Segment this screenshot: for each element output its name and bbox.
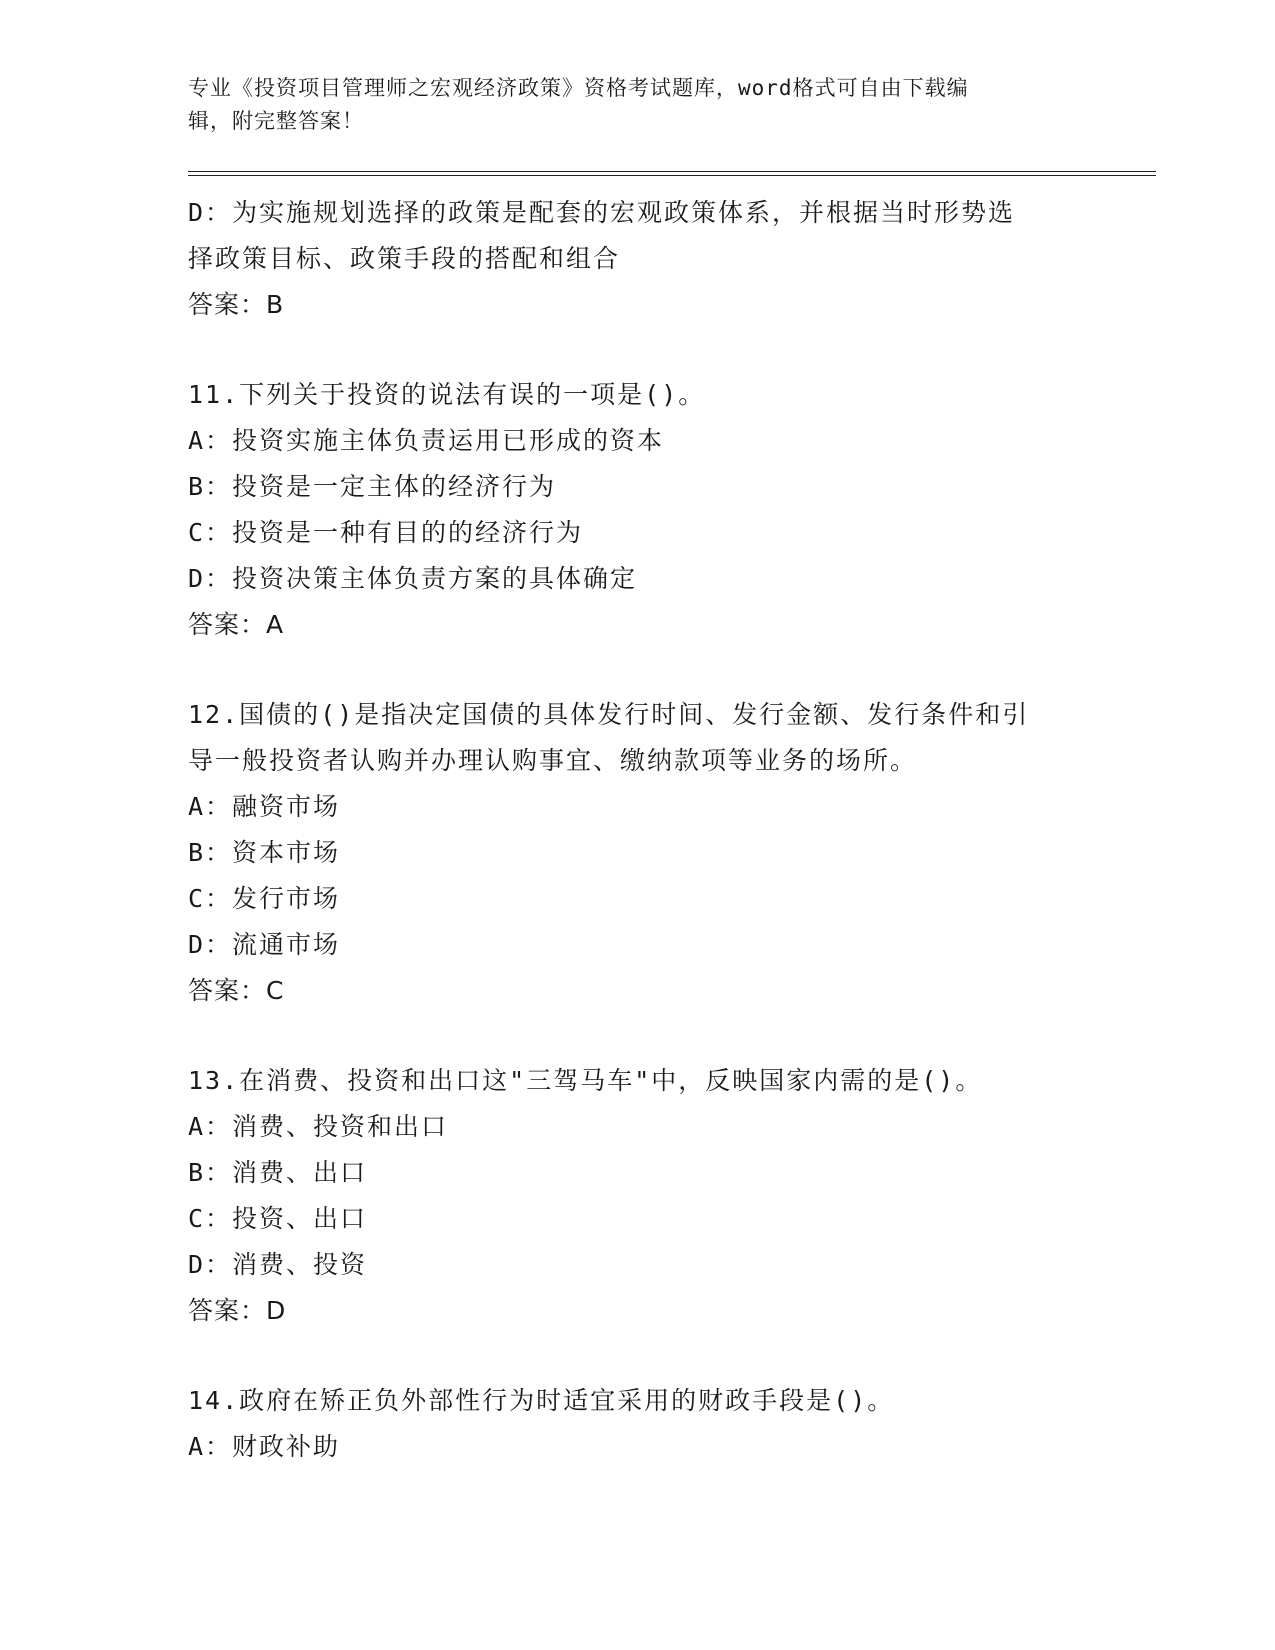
answer-value: B xyxy=(266,290,285,319)
option-c: C：投资是一种有目的的经济行为 xyxy=(188,518,584,547)
question-block-10 xyxy=(188,190,1088,328)
answer-value: D xyxy=(266,1296,287,1325)
option-a: A：消费、投资和出口 xyxy=(188,1112,449,1141)
answer-value: C xyxy=(266,976,285,1005)
option-d-line-2: 择政策目标、政策手段的搭配和组合 xyxy=(188,244,621,273)
header-line-2: 辑，附完整答案！ xyxy=(188,109,364,133)
option-d: D：流通市场 xyxy=(188,930,341,959)
option-d-line-1: D：为实施规划选择的政策是配套的宏观政策体系，并根据当时形势选 xyxy=(188,198,1016,227)
question-stem: 11.下列关于投资的说法有误的一项是()。 xyxy=(188,380,706,409)
question-block-12 xyxy=(188,692,1088,1014)
spacer xyxy=(188,1334,1088,1378)
option-d: D：投资决策主体负责方案的具体确定 xyxy=(188,564,638,593)
option-a: A：投资实施主体负责运用已形成的资本 xyxy=(188,426,665,455)
option-b: B：投资是一定主体的经济行为 xyxy=(188,472,557,501)
question-list xyxy=(188,190,1088,1470)
header-rule-top xyxy=(188,171,1156,172)
question-stem: 14.政府在矫正负外部性行为时适宜采用的财政手段是()。 xyxy=(188,1386,895,1415)
option-b: B：资本市场 xyxy=(188,838,341,867)
answer-label: 答案： xyxy=(188,976,267,1005)
answer-line xyxy=(188,282,1088,328)
answer-label: 答案： xyxy=(188,290,267,319)
spacer xyxy=(188,648,1088,692)
document-header xyxy=(188,72,1068,138)
option-b: B：消费、出口 xyxy=(188,1158,368,1187)
option-d: D：消费、投资 xyxy=(188,1250,368,1279)
option-c: C：投资、出口 xyxy=(188,1204,368,1233)
answer-line xyxy=(188,602,1088,648)
spacer xyxy=(188,1014,1088,1058)
spacer xyxy=(188,328,1088,372)
option-a: A：融资市场 xyxy=(188,792,341,821)
question-block-13 xyxy=(188,1058,1088,1334)
answer-label: 答案： xyxy=(188,1296,267,1325)
header-rule-bottom xyxy=(188,175,1156,176)
answer-line xyxy=(188,968,1088,1014)
header-line-1: 专业《投资项目管理师之宏观经济政策》资格考试题库，word格式可自由下载编 xyxy=(188,76,969,100)
question-stem-continued: 导一般投资者认购并办理认购事宜、缴纳款项等业务的场所。 xyxy=(188,746,918,775)
option-a: A：财政补助 xyxy=(188,1432,341,1461)
answer-label: 答案： xyxy=(188,610,267,639)
question-stem: 13.在消费、投资和出口这"三驾马车"中，反映国家内需的是()。 xyxy=(188,1066,983,1095)
question-stem: 12.国债的()是指决定国债的具体发行时间、发行金额、发行条件和引 xyxy=(188,700,1030,729)
answer-line xyxy=(188,1288,1088,1334)
option-c: C：发行市场 xyxy=(188,884,341,913)
question-block-14 xyxy=(188,1378,1088,1470)
answer-value: A xyxy=(266,610,285,639)
question-block-11 xyxy=(188,372,1088,648)
